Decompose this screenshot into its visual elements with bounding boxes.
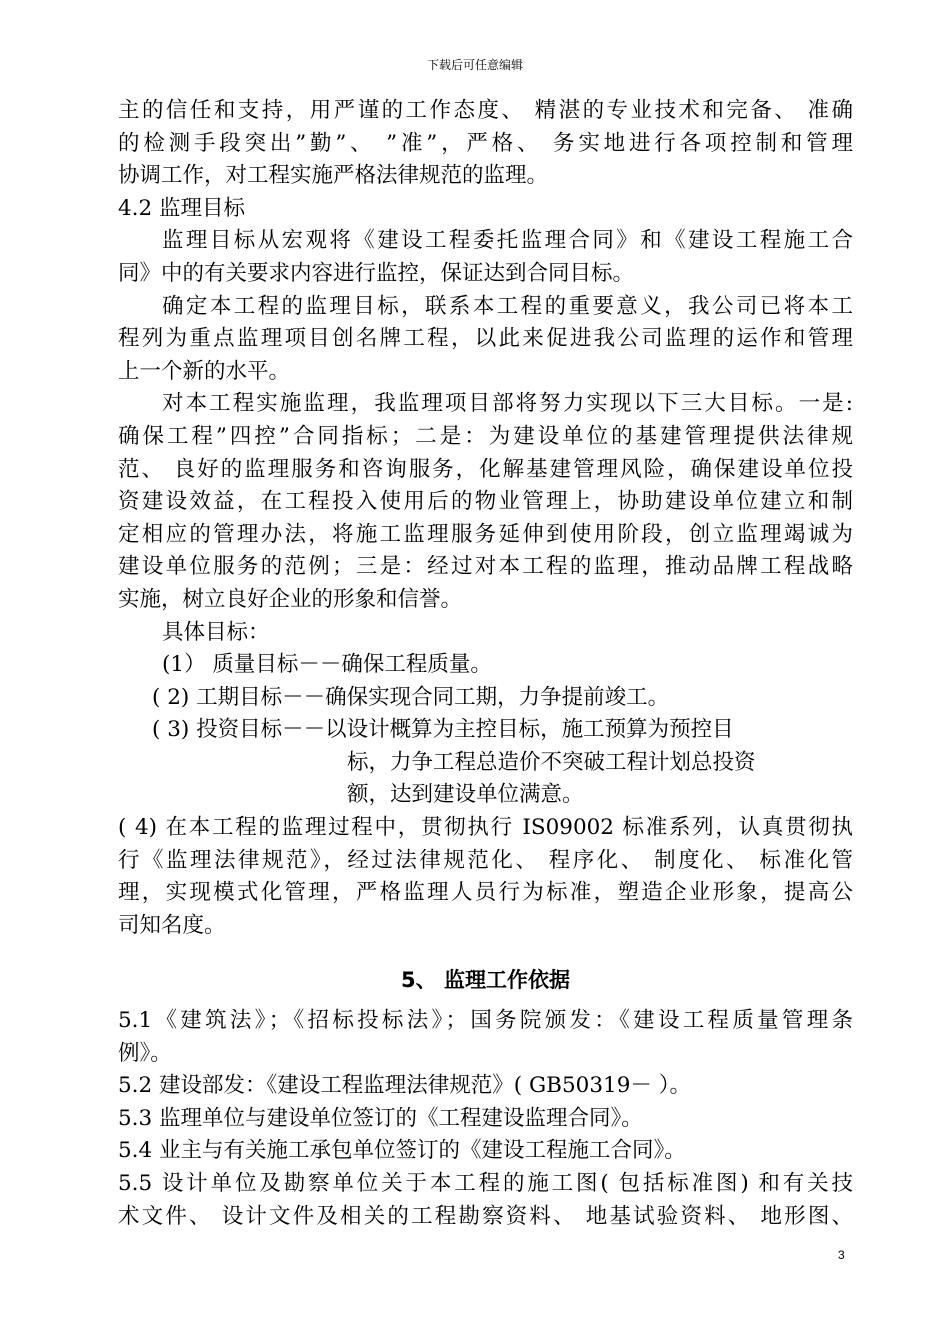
text-line: 5.3 监理单位与建设单位签订的《工程建设监理合同》。 — [118, 1105, 643, 1131]
list-item: ( 3) 投资目标－－以设计概算为主控目标，施工预算为预控目 — [152, 717, 734, 743]
text-line: 确保工程”四控”合同指标；二是：为建设单位的基建管理提供法律规 — [118, 423, 853, 449]
text-line: 主的信任和支持，用严谨的工作态度、 精湛的专业技术和完备、 准确 — [118, 98, 853, 123]
text-line: 例》。 — [118, 1040, 172, 1066]
text-line: 协调工作，对工程实施严格法律规范的监理。 — [118, 163, 549, 189]
page-number: 3 — [838, 1248, 845, 1262]
text-line: 范、 良好的监理服务和咨询服务，化解基建管理风险，确保建设单位投 — [118, 456, 853, 482]
document-body — [118, 95, 853, 1233]
text-line: 同》中的有关要求内容进行监控，保证达到合同目标。 — [118, 260, 635, 286]
text-line: 司知名度。 — [118, 912, 226, 938]
text-line: 的检测手段突出”勤”、 ”准”，严格、 务实地进行各项控制和管理 — [118, 130, 853, 156]
text-line: 实施，树立良好企业的形象和信誉。 — [118, 586, 463, 612]
list-item-continued: 标，力争工程总造价不突破工程计划总投资 — [347, 749, 756, 775]
text-line: 确定本工程的监理目标，联系本工程的重要意义，我公司已将本工 — [162, 293, 853, 319]
text-line: 5.5 设计单位及勘察单位关于本工程的施工图( 包括标准图) 和有关技 — [118, 1171, 853, 1196]
text-line: 程列为重点监理项目创名牌工程，以此来促进我公司监理的运作和管理 — [118, 326, 853, 352]
list-item: (1） 质量目标－－确保工程质量。 — [162, 652, 492, 678]
text-line: 5.2 建设部发：《建设工程监理法律规范》( GB50319－ ）。 — [118, 1073, 691, 1099]
text-line: ( 4) 在本工程的监理过程中，贯彻执行 IS09002 标准系列，认真贯彻执 — [118, 815, 853, 841]
list-item: ( 2) 工期目标－－确保实现合同工期，力争提前竣工。 — [152, 684, 670, 710]
text-line: 定相应的管理办法，将施工监理服务延伸到使用阶段，创立监理竭诚为 — [118, 521, 853, 547]
section-heading: 5、 监理工作依据 — [401, 968, 570, 993]
page-header-note: 下载后可任意编辑 — [426, 58, 523, 72]
subsection-title: 4.2 监理目标 — [118, 195, 246, 221]
text-line: 术文件、 设计文件及相关的工程勘察资料、 地基试验资料、 地形图、 — [118, 1203, 853, 1229]
text-line: 上一个新的水平。 — [118, 358, 291, 384]
text-line: 理，实现模式化管理，严格监理人员行为标准，塑造企业形象，提高公 — [118, 880, 853, 906]
text-line: 对本工程实施监理，我监理项目部将努力实现以下三大目标。一是: — [162, 391, 853, 417]
text-line: 5.4 业主与有关施工承包单位签订的《建设工程施工合同》。 — [118, 1138, 686, 1164]
list-item-continued: 额，达到建设单位满意。 — [347, 782, 584, 808]
text-line: 建设单位服务的范例；三是：经过对本工程的监理，推动品牌工程战略 — [118, 554, 853, 580]
text-line: 行《监理法律规范》，经过法律规范化、 程序化、 制度化、 标准化管 — [118, 847, 853, 873]
text-line: 5.1《建筑法》；《招标投标法》；国务院颁发：《建设工程质量管理条 — [118, 1008, 853, 1034]
text-line: 具体目标： — [162, 619, 270, 645]
text-line: 资建设效益，在工程投入使用后的物业管理上，协助建设单位建立和制 — [118, 489, 853, 515]
text-line: 监理目标从宏观将《建设工程委托监理合同》和《建设工程施工合 — [162, 228, 853, 254]
